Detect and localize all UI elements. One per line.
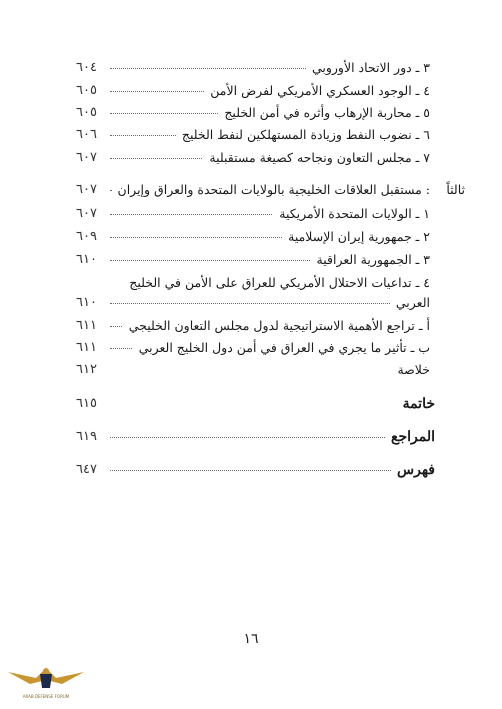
toc-section-entry[interactable] bbox=[70, 179, 465, 201]
toc-entry-title: ٢ ـ جمهورية إيران الإسلامية bbox=[282, 226, 430, 248]
toc-entry[interactable] bbox=[70, 57, 430, 79]
toc-entry-title: ب ـ تأثير ما يجري في العراق في أمن دول الخليج العربي bbox=[133, 337, 430, 359]
toc-page-number: ٦١١ bbox=[76, 318, 97, 333]
toc-entry[interactable] bbox=[70, 80, 430, 102]
toc-entry[interactable] bbox=[70, 102, 430, 124]
toc-page-number: ٦١٠ bbox=[76, 295, 97, 310]
toc-heading-title: المراجع bbox=[385, 426, 435, 448]
toc-page-number: ٦٠٤ bbox=[76, 60, 97, 75]
toc-entry[interactable] bbox=[70, 275, 430, 310]
toc-page-number: ٦٤٧ bbox=[76, 462, 97, 477]
toc-page-number: ٦٠٧ bbox=[76, 206, 97, 221]
toc-heading-entry[interactable] bbox=[60, 459, 435, 481]
toc-entry-title: ٦ ـ نضوب النفط وزيادة المستهلكين لنفط الخليج bbox=[176, 124, 430, 146]
toc-entry[interactable] bbox=[70, 315, 430, 337]
toc-entry-title: : مستقبل العلاقات الخليجية بالولايات المتحدة والعراق وإيران bbox=[112, 179, 430, 201]
toc-page-number: ٦٠٩ bbox=[76, 229, 97, 244]
toc-page-number: ٦٠٧ bbox=[76, 150, 97, 165]
toc-entry[interactable] bbox=[70, 337, 430, 359]
toc-entry-title: ٣ ـ دور الاتحاد الأوروبي bbox=[306, 57, 430, 79]
toc-page-number: ٦٠٦ bbox=[76, 127, 97, 142]
toc-page-number: ٦١٠ bbox=[76, 252, 97, 267]
toc-heading-title: خاتمة bbox=[397, 393, 435, 415]
toc-entry-title: أ ـ تراجع الأهمية الاستراتيجية لدول مجلس التعاون الخليجي bbox=[123, 315, 430, 337]
watermark-text: ARAB DEFENSE FORUM bbox=[22, 694, 70, 699]
eagle-emblem-icon bbox=[6, 658, 86, 698]
toc-entry-title: ٧ ـ مجلس التعاون ونجاحه كصيغة مستقبلية bbox=[203, 147, 430, 169]
toc-page-number: ٦١٥ bbox=[76, 396, 97, 411]
toc-entry[interactable] bbox=[70, 249, 430, 271]
toc-entry-title: خلاصة bbox=[391, 359, 430, 381]
toc-entry[interactable] bbox=[70, 226, 430, 248]
toc-heading-entry[interactable] bbox=[60, 393, 435, 415]
toc-heading-title: فهرس bbox=[391, 459, 435, 481]
toc-entry-title: ٣ ـ الجمهورية العراقية bbox=[311, 249, 430, 271]
toc-heading-entry[interactable] bbox=[60, 426, 435, 448]
toc-page-number: ٦١٢ bbox=[76, 362, 97, 377]
page-number: ١٦ bbox=[243, 631, 259, 647]
toc-entry-title: ٤ ـ الوجود العسكري الأمريكي لفرض الأمن bbox=[204, 80, 430, 102]
toc-entry[interactable] bbox=[70, 359, 430, 381]
toc-page-number: ٦١٩ bbox=[76, 429, 97, 444]
toc-page-number: ٦٠٥ bbox=[76, 105, 97, 120]
leader-dots bbox=[110, 470, 435, 473]
toc-entry-title-continued: العربي bbox=[390, 292, 430, 314]
toc-entry-title: ٤ ـ تداعيات الاحتلال الأمريكي للعراق على الأمن في الخليج bbox=[123, 272, 430, 294]
toc-entry-title: ٥ ـ محاربة الإرهاب وأثره في أمن الخليج bbox=[218, 102, 430, 124]
toc-page-number: ٦١١ bbox=[76, 340, 97, 355]
forum-watermark-logo bbox=[6, 658, 86, 706]
toc-entry-title: ١ ـ الولايات المتحدة الأمريكية bbox=[273, 203, 430, 225]
section-label: ثالثاً bbox=[446, 182, 465, 197]
toc-entry[interactable] bbox=[70, 203, 430, 225]
toc-page-number: ٦٠٥ bbox=[76, 83, 97, 98]
leader-dots bbox=[110, 303, 430, 306]
toc-entry[interactable] bbox=[70, 124, 430, 146]
toc-entry[interactable] bbox=[70, 147, 430, 169]
toc-page-number: ٦٠٧ bbox=[76, 182, 97, 197]
